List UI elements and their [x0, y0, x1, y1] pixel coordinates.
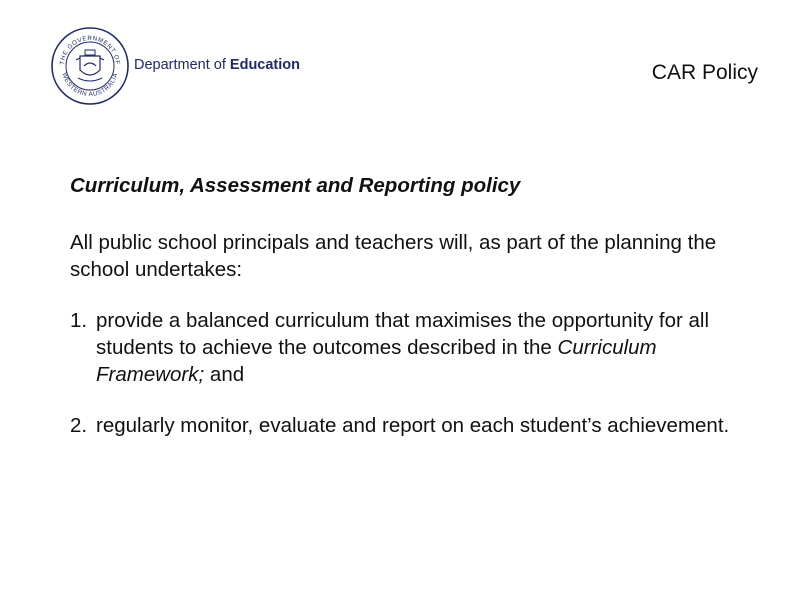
svg-text:WESTERN AUSTRALIA — [60, 72, 119, 98]
department-logo — [50, 26, 310, 116]
list-item — [70, 412, 760, 439]
curriculum-framework-title: Curriculum Framework; — [96, 336, 657, 386]
department-name-prefix: Department of — [134, 57, 230, 73]
government-crest-icon — [50, 26, 130, 106]
crest-bottom-text: WESTERN AUSTRALIA — [60, 71, 120, 99]
list-item-number: 1. — [70, 309, 88, 332]
crest-top-text: THE GOVERNMENT OF — [58, 34, 122, 66]
list-item — [70, 307, 760, 388]
list-item-text: regularly monitor, evaluate and report on each student’s achievement. — [96, 414, 730, 437]
slide-title: CAR Policy — [651, 61, 758, 84]
department-name — [134, 57, 300, 73]
list-item-number: 2. — [70, 414, 88, 437]
list-item-text: provide a balanced curriculum that maximises the opportunity for all students to achieve the outcomes described in the Curriculum Framework; and — [96, 309, 710, 386]
department-name-strong: Education — [229, 57, 301, 73]
policy-intro: All public school principals and teachers will, as part of the planning the school undertakes: — [70, 231, 717, 281]
policy-heading: Curriculum, Assessment and Reporting policy — [70, 174, 521, 197]
